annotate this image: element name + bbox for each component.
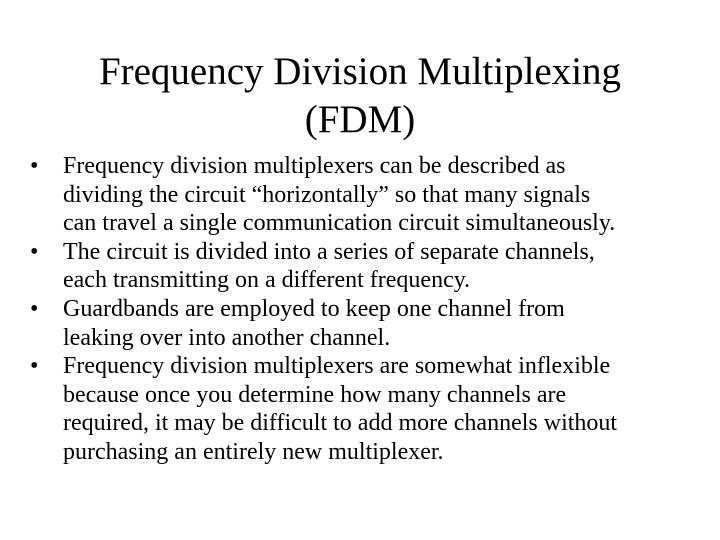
bullet-text-line: required, it may be difficult to add more channels without: [63, 410, 618, 437]
bullet-text-line: leaking over into another channel.: [63, 324, 391, 351]
bullet-item: [0, 295, 720, 352]
bullet-text-line: The circuit is divided into a series of separate channels,: [63, 238, 595, 265]
bullet-text-line: Frequency division multiplexers are somewhat inflexible: [63, 353, 611, 380]
slide-title-line: (FDM): [304, 98, 416, 141]
bullet-text-line: Guardbands are employed to keep one channel from: [63, 295, 565, 322]
bullet-dot-icon: •: [30, 153, 39, 179]
bullet-item: [0, 152, 720, 238]
bullet-text-line: each transmitting on a different frequency.: [63, 267, 471, 294]
bullet-item: [0, 238, 720, 295]
bullet-list: [0, 152, 720, 467]
bullet-text-line: can travel a single communication circuit simultaneously.: [63, 210, 616, 237]
bullet-text-line: dividing the circuit “horizontally” so that many signals: [63, 181, 591, 208]
slide-title: [20, 48, 700, 144]
bullet-dot-icon: •: [30, 353, 39, 380]
bullet-text-line: Frequency division multiplexers can be described as: [63, 153, 566, 179]
bullet-item: [0, 352, 720, 466]
bullet-text-line: purchasing an entirely new multiplexer.: [63, 438, 444, 465]
bullet-dot-icon: •: [30, 238, 39, 265]
bullet-dot-icon: •: [30, 295, 39, 322]
bullet-text-line: because once you determine how many channels are: [63, 381, 567, 408]
slide-title-line: Frequency Division Multiplexing: [98, 50, 622, 93]
